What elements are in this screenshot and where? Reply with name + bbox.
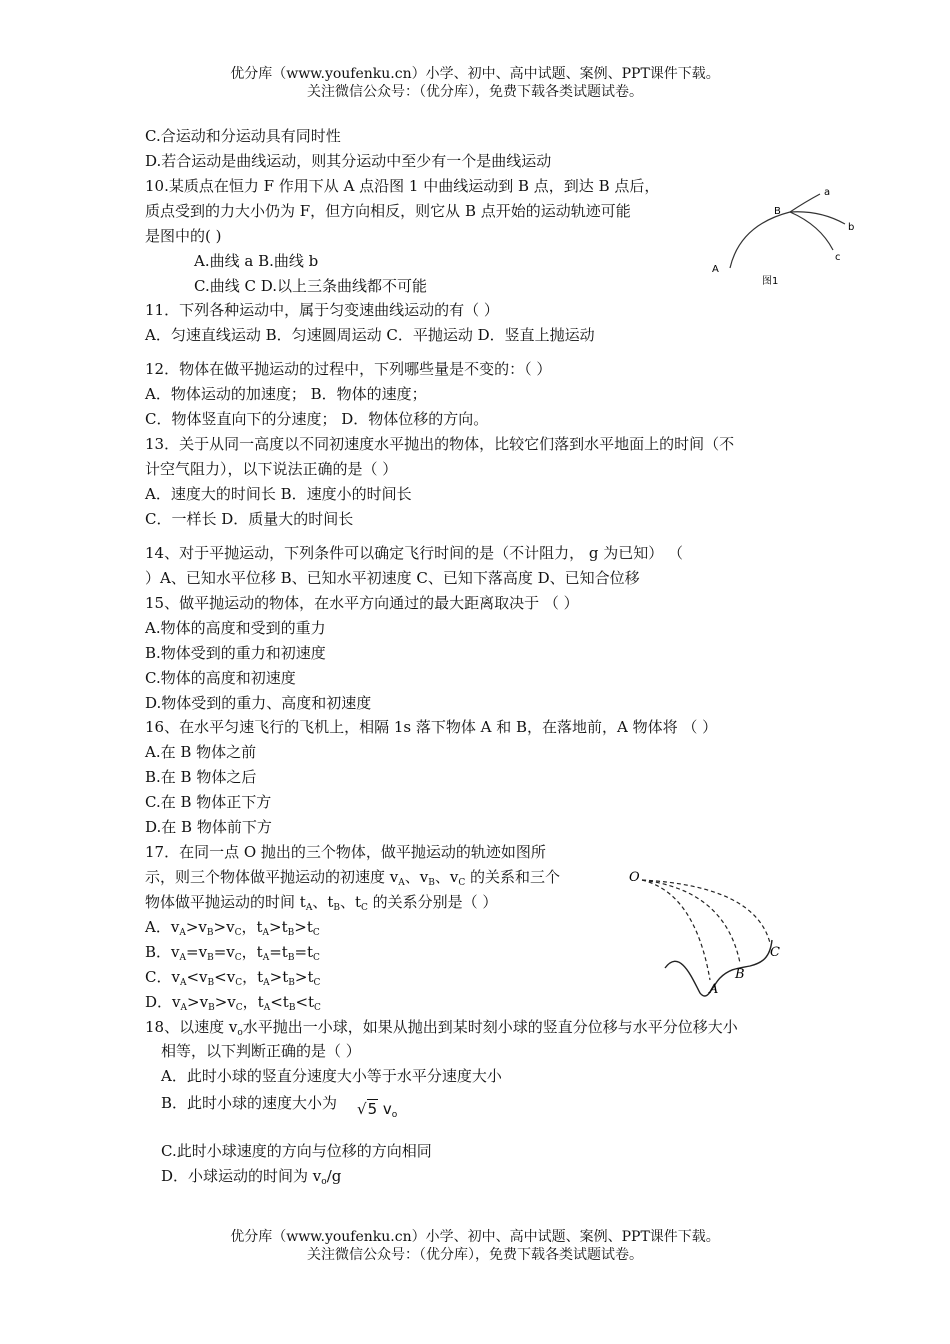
question-13-options-ab: A．速度大的时间长 B．速度小的时间长 bbox=[145, 485, 412, 503]
fig2-label-o: O bbox=[629, 870, 640, 885]
question-13-options-cd: C．一样长 D．质量大的时间长 bbox=[145, 510, 354, 528]
question-15-stem: 15、做平抛运动的物体，在水平方向通过的最大距离取决于 （ ） bbox=[145, 594, 579, 612]
trajectory-c bbox=[642, 880, 770, 943]
ground-profile bbox=[665, 940, 772, 996]
curve-b-branch bbox=[790, 212, 845, 224]
question-17-option-a: A．$v_A>v_B>v_C$，$t_A>t_B>t_C$ bbox=[145, 918, 320, 938]
curve-a-branch bbox=[790, 194, 820, 212]
question-17-option-b: B．$v_A=v_B=v_C$，$t_A=t_B=t_C$ bbox=[145, 943, 320, 963]
question-16-option-d: D.在 B 物体前下方 bbox=[145, 818, 272, 836]
question-14-line-2: ）A、已知水平位移 B、已知水平初速度 C、已知下落高度 D、已知合位移 bbox=[145, 569, 640, 587]
question-16-option-c: C.在 B 物体正下方 bbox=[145, 793, 272, 811]
question-18-option-c: C.此时小球速度的方向与位移的方向相同 bbox=[161, 1142, 432, 1160]
page-header-line-2: 关注微信公众号：（优分库），免费下载各类试题试卷。 bbox=[307, 84, 643, 100]
question-18-option-d: D．小球运动的时间为 $v_o/g$ bbox=[161, 1167, 342, 1187]
question-12-stem: 12．物体在做平抛运动的过程中，下列哪些量是不变的：（ ） bbox=[145, 360, 552, 378]
fig1-label-point-b: B bbox=[774, 206, 781, 217]
figure-1-trajectory-diagram bbox=[705, 180, 855, 290]
page-footer-line-1: 优分库（www.youfenku.cn）小学、初中、高中试题、案例、PPT课件下载。 bbox=[230, 1229, 720, 1245]
question-15-option-a: A.物体的高度和受到的重力 bbox=[145, 619, 326, 637]
fig1-label-point-a: A bbox=[712, 264, 719, 275]
question-15-option-c: C.物体的高度和初速度 bbox=[145, 669, 296, 687]
page-header-line-1: 优分库（www.youfenku.cn）小学、初中、高中试题、案例、PPT课件下载。 bbox=[230, 66, 720, 82]
question-14-line-1: 14、对于平抛运动，下列条件可以确定飞行时间的是（不计阻力， g 为已知） （ bbox=[145, 544, 683, 562]
question-11-options: A．匀速直线运动 B．匀速圆周运动 C．平抛运动 D．竖直上抛运动 bbox=[145, 326, 595, 344]
question-15-option-b: B.物体受到的重力和初速度 bbox=[145, 644, 326, 662]
fig2-label-c: C bbox=[770, 945, 780, 960]
fig1-label-a: a bbox=[824, 187, 831, 198]
fig1-label-c: c bbox=[835, 252, 841, 263]
page-footer-line-2: 关注微信公众号：（优分库），免费下载各类试题试卷。 bbox=[307, 1247, 643, 1263]
question-17-option-c: C．$v_A<v_B<v_C$，$t_A>t_B>t_C$ bbox=[145, 968, 321, 988]
question-10-line-1: 10.某质点在恒力 F 作用下从 A 点沿图 1 中曲线运动到 B 点，到达 B 点后， bbox=[145, 177, 660, 195]
question-17-option-d: D．$v_A>v_B>v_C$，$t_A<t_B<t_C$ bbox=[145, 993, 321, 1013]
question-13-line-1: 13．关于从同一高度以不同初速度水平抛出的物体，比较它们落到水平地面上的时间（不 bbox=[145, 435, 735, 453]
question-16-option-b: B.在 B 物体之后 bbox=[145, 768, 257, 786]
question-11-stem: 11．下列各种运动中，属于匀变速曲线运动的有（ ） bbox=[145, 301, 499, 319]
question-12-options-cd: C．物体竖直向下的分速度； D．物体位移的方向。 bbox=[145, 410, 489, 428]
curve-a-to-b bbox=[730, 212, 790, 268]
question-15-option-d: D.物体受到的重力、高度和初速度 bbox=[145, 694, 372, 712]
question-10-line-2: 质点受到的力大小仍为 F，但方向相反，则它从 B 点开始的运动轨迹可能 bbox=[145, 202, 631, 220]
question-13-line-2: 计空气阻力），以下说法正确的是（ ） bbox=[145, 460, 398, 478]
question-18-line-1: 18、以速度 $v_o$水平抛出一小球，如果从抛出到某时刻小球的竖直分位移与水平分位移大小 bbox=[145, 1018, 738, 1038]
fig2-label-b: B bbox=[735, 967, 745, 982]
question-17-line-1: 17．在同一点 O 抛出的三个物体，做平抛运动的轨迹如图所 bbox=[145, 843, 546, 861]
question-18-option-a: A．此时小球的竖直分速度大小等于水平分速度大小 bbox=[161, 1067, 502, 1085]
option-d-line: D.若合运动是曲线运动，则其分运动中至少有一个是曲线运动 bbox=[145, 152, 552, 170]
curve-c-branch bbox=[790, 212, 833, 250]
fig1-label-b: b bbox=[848, 222, 855, 233]
question-17-line-2: 示，则三个物体做平抛运动的初速度 $v_A$、$v_B$、$v_C$ 的关系和三个 bbox=[145, 868, 561, 888]
sqrt5-v0-formula: √5 $v_o$ bbox=[357, 1100, 398, 1120]
question-10-line-3: 是图中的( ) bbox=[145, 227, 222, 245]
sqrt-symbol: √ bbox=[357, 1100, 367, 1118]
question-16-option-a: A.在 B 物体之前 bbox=[145, 743, 257, 761]
figure-2-projectile-paths bbox=[620, 868, 790, 1003]
question-10-options-ab: A.曲线 a B.曲线 b bbox=[194, 252, 319, 270]
question-17-line-3: 物体做平抛运动的时间 $t_A$、$t_B$、$t_C$ 的关系分别是（ ） bbox=[145, 893, 498, 913]
option-c-line: C.合运动和分运动具有同时性 bbox=[145, 127, 341, 145]
question-18-line-2: 相等，以下判断正确的是（ ） bbox=[161, 1042, 361, 1060]
question-16-stem: 16、在水平匀速飞行的飞机上，相隔 1s 落下物体 A 和 B，在落地前，A 物体将 （ ） bbox=[145, 718, 718, 736]
question-10-options-cd: C.曲线 C D.以上三条曲线都不可能 bbox=[194, 277, 427, 295]
fig1-caption: 图1 bbox=[762, 276, 779, 287]
question-12-options-ab: A．物体运动的加速度； B．物体的速度； bbox=[145, 385, 427, 403]
fig2-label-a: A bbox=[709, 982, 719, 997]
question-18-option-b: B．此时小球的速度大小为 bbox=[161, 1094, 338, 1112]
trajectory-a bbox=[642, 880, 710, 980]
